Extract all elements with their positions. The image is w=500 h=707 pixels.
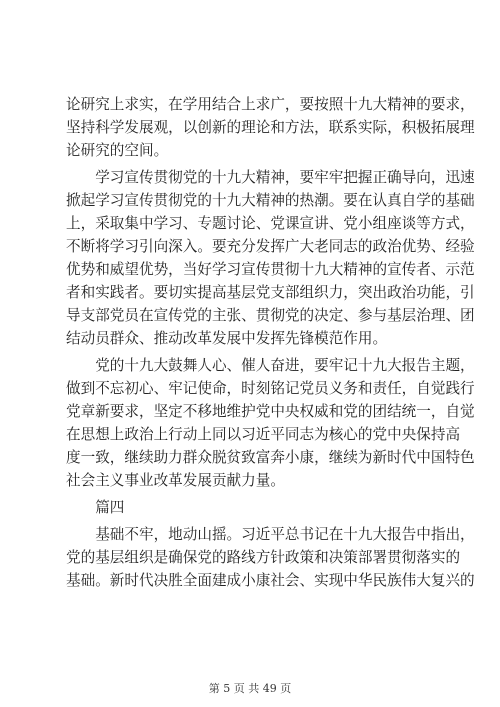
text-line: 在思想上政治上行动上同以习近平同志为核心的党中央保持高 (66, 426, 461, 443)
text-line: 掀起学习宣传贯彻党的十九大精神的热潮。要在认真自学的基础 (66, 192, 475, 209)
text-line: 论研究上求实，在学用结合上求广，要按照十九大精神的要求， (66, 96, 475, 113)
page-footer: 第 5 页 共 49 页 (208, 682, 292, 695)
paragraph (66, 166, 475, 350)
text-line: 导支部党员在宣传党的主张、贯彻党的决定、参与基层治理、团 (66, 307, 475, 324)
text-line: 社会主义事业改革发展贡献力量。 (66, 472, 285, 489)
paragraph (66, 496, 444, 519)
text-line: 度一致，继续助力群众脱贫致富奔小康，继续为新时代中国特色 (66, 449, 475, 466)
paragraph (66, 354, 475, 492)
text-line: 结动员群众、推动改革发展中发挥先锋模范作用。 (66, 330, 388, 347)
document-body (66, 93, 475, 592)
text-line: 者和实践者。要切实提高基层党支部组织力，突出政治功能，引 (66, 284, 475, 301)
text-line: 基础不牢，地动山摇。习近平总书记在十九大报告中指出， (66, 526, 475, 543)
text-line: 基础。新时代决胜全面建成小康社会、实现中华民族伟大复兴的 (66, 572, 475, 589)
text-line: 优势和威望优势，当好学习宣传贯彻十九大精神的宣传者、示范 (66, 261, 475, 278)
text-line: 坚持科学发展观，以创新的理论和方法，联系实际，积极拓展理 (66, 119, 475, 136)
text-line: 上，采取集中学习、专题讨论、党课宣讲、党小组座谈等方式， (66, 215, 475, 232)
text-line: 学习宣传贯彻党的十九大精神，要牢牢把握正确导向，迅速 (66, 169, 475, 186)
text-line: 不断将学习引向深入。要充分发挥广大老同志的政治优势、经验 (66, 238, 475, 255)
paragraph (66, 93, 475, 162)
paragraph (66, 523, 475, 592)
text-line: 篇四 (66, 499, 125, 516)
text-line: 做到不忘初心、牢记使命，时刻铭记党员义务和责任，自觉践行 (66, 380, 475, 397)
text-line: 党的基层组织是确保党的路线方针政策和决策部署贯彻落实的 (66, 549, 461, 566)
text-line: 党章新要求，坚定不移地维护党中央权威和党的团结统一，自觉 (66, 403, 475, 420)
text-line: 论研究的空间。 (66, 142, 169, 159)
text-line: 党的十九大鼓舞人心、催人奋进，要牢记十九大报告主题， (66, 357, 475, 374)
